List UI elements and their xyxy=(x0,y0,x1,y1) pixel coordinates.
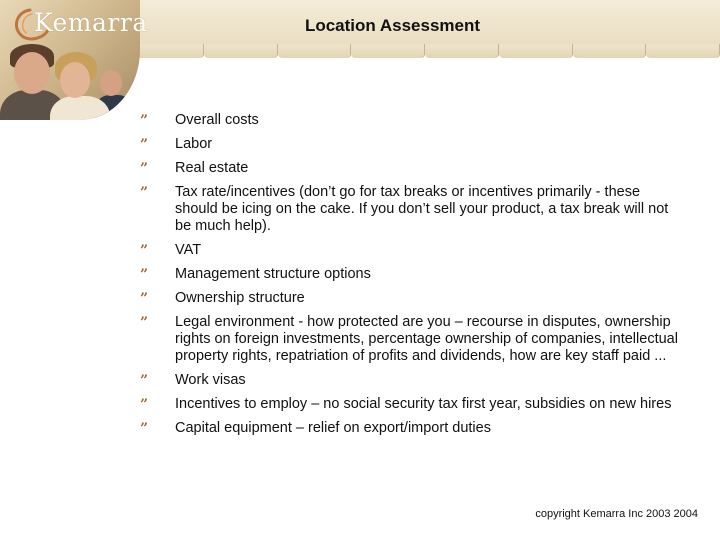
quote-bullet-icon: ” xyxy=(140,113,149,129)
list-item-text: VAT xyxy=(175,242,202,258)
list-item-text: Incentives to employ – no social security tax first year, subsidies on new hires xyxy=(175,396,672,412)
quote-bullet-icon: ” xyxy=(140,373,149,389)
list-item xyxy=(140,420,680,437)
list-item xyxy=(140,136,680,153)
list-item xyxy=(140,184,680,235)
quote-bullet-icon: ” xyxy=(140,185,149,201)
list-item xyxy=(140,266,680,283)
page-title: Location Assessment xyxy=(304,16,481,35)
list-item-text: Overall costs xyxy=(175,112,259,128)
logo-text: Kemarra xyxy=(34,8,148,37)
bullet-list xyxy=(140,112,680,444)
list-item xyxy=(140,396,680,413)
list-item xyxy=(140,242,680,259)
quote-bullet-icon: ” xyxy=(140,243,149,259)
copyright-text: copyright Kemarra Inc 2003 2004 xyxy=(535,508,698,520)
company-logo xyxy=(10,6,148,42)
quote-bullet-icon: ” xyxy=(140,161,149,177)
list-item xyxy=(140,112,680,129)
quote-bullet-icon: ” xyxy=(140,315,149,331)
list-item-text: Management structure options xyxy=(175,266,371,282)
quote-bullet-icon: ” xyxy=(140,291,149,307)
quote-bullet-icon: ” xyxy=(140,397,149,413)
list-item-text: Labor xyxy=(175,136,213,152)
list-item-text: Capital equipment – relief on export/import duties xyxy=(175,420,491,436)
header-tab-strip xyxy=(130,44,720,58)
quote-bullet-icon: ” xyxy=(140,267,149,283)
quote-bullet-icon: ” xyxy=(140,137,149,153)
list-item-text: Ownership structure xyxy=(175,290,305,306)
list-item xyxy=(140,290,680,307)
quote-bullet-icon: ” xyxy=(140,421,149,437)
list-item-text: Work visas xyxy=(175,372,246,388)
list-item xyxy=(140,314,680,365)
list-item xyxy=(140,372,680,389)
list-item xyxy=(140,160,680,177)
list-item-text: Legal environment - how protected are you – recourse in disputes, ownership rights on foreign investments, percentage ownership of companies, intellectual property rights, repatriation of profits and dividends, how are key staff paid ... xyxy=(175,314,678,364)
list-item-text: Tax rate/incentives (don’t go for tax breaks or incentives primarily - these should be icing on the cake. If you don’t sell your product, a tax break will not be much help). xyxy=(175,184,669,234)
list-item-text: Real estate xyxy=(175,160,249,176)
